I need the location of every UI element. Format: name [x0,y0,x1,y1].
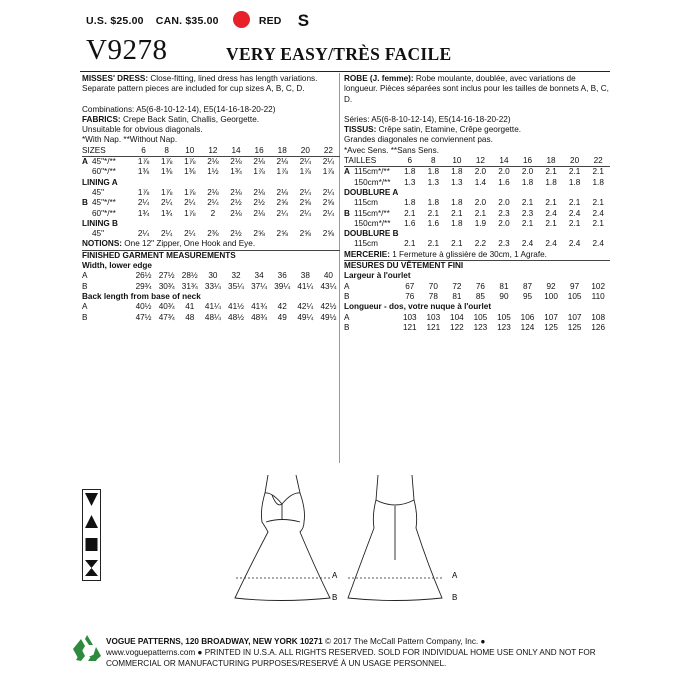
price-us: U.S. $25.00 [86,14,144,27]
yardage-table-fr [344,156,610,333]
combinations-en: Combinations: A5(6-8-10-12-14), E5(14-16-18-20-22) [82,104,276,114]
back-length-row: B 121 121 122 123 123 124 125 125 126 [344,322,606,332]
notions-row: MERCERIE: 1 Fermeture à glissière de 30cm, 1 Agrafe. [344,250,610,261]
view-b-row: 150cm*/** 1.6 1.6 1.8 1.9 2.0 2.1 2.1 2.1 2.1 [354,218,604,228]
footer-line-1: VOGUE PATTERNS, 120 BROADWAY, NEW YORK 10271 © 2017 The McCall Pattern Company, Inc. ● [106,637,486,646]
width-label: Width, lower edge [82,261,152,271]
pattern-number: V9278 [86,34,168,66]
nap-note-en: *With Nap. **Without Nap. [82,135,178,145]
yardage-table-en [82,146,340,323]
width-row: B 76 78 81 85 90 95 100 105 110 [344,291,605,301]
lining-b-label: LINING B [82,218,118,228]
lining-a-label: LINING A [82,177,118,187]
unsuitable-en: Unsuitable for obvious diagonals. [82,125,203,135]
view-b-row: 60"*/** 1¾ 1¾ 1⅞ 2 2⅛ 2⅛ 2¼ 2¼ 2¼ [92,208,335,218]
description-en: MISSES' DRESS: Close-fitting, lined dress has length variations. Separate pattern pieces are included for cup sizes A, B, C, D. [82,74,318,94]
finished-label: MESURES DU VÊTEMENT FINI [344,261,464,271]
back-length-row: B 47½ 47¾ 48 48¼ 48½ 48¾ 49 49¼ 49½ [82,312,337,322]
difficulty-label: VERY EASY/TRÈS FACILE [226,44,452,64]
lining-a-row: 45" 1⅞ 1⅞ 1⅞ 2⅛ 2⅛ 2⅛ 2⅛ 2¼ 2¼ [92,187,335,197]
lining-a-label: DOUBLURE A [344,187,399,197]
front-marker-a: A [332,571,338,580]
front-view-sketch [235,475,330,601]
price-can: CAN. $35.00 [155,14,219,27]
tissus-fr: TISSUS: Crêpe satin, Etamine, Crêpe georgette. [344,125,522,135]
color-word: RED [258,14,282,27]
nap-down-icon [85,493,98,506]
header-rule [80,71,610,72]
lining-b-row: 115cm 2.1 2.1 2.1 2.2 2.3 2.4 2.4 2.4 2.4 [354,239,604,249]
back-length-label: Longueur - dos, votre nuque à l'ourlet [344,302,492,312]
width-row: A 67 70 72 76 81 87 92 97 102 [344,281,606,291]
french-column [344,74,610,333]
view-a-row: A 45"*/** 1⅞ 1⅞ 1⅞ 2⅛ 2⅛ 2⅛ 2⅛ 2¼ 2¼ [82,157,335,167]
notions-row: NOTIONS: One 12" Zipper, One Hook and Eye. [82,239,340,250]
lining-b-row: 45" 2¼ 2¼ 2¼ 2⅜ 2½ 2⅝ 2⅝ 2⅝ 2⅝ [92,229,335,239]
back-view-sketch [348,475,442,601]
hourglass-icon [85,560,98,576]
sizes-header-row: SIZES 6 8 10 12 14 16 18 20 22 [82,146,340,157]
width-label: Largeur à l'ourlet [344,271,411,281]
width-row: A 26½ 27½ 28½ 30 32 34 36 38 40 [82,271,333,281]
series-fr: Séries: A5(6-8-10-12-14), E5(14-16-18-20-22) [344,114,511,124]
footer-line-3: COMMERCIAL OR MANUFACTURING PURPOSES/RESERVÉ À UN USAGE PERSONNEL. [106,659,447,668]
size-letter: S [297,11,310,30]
garment-sketches [220,470,470,620]
fabrics-en: FABRICS: Crepe Back Satin, Challis, Georgette. [82,114,260,124]
view-a-row: 150cm*/** 1.3 1.3 1.3 1.4 1.6 1.8 1.8 1.8 1.8 [354,177,604,187]
unsuitable-fr: Grandes diagonales ne conviennent pas. [344,135,493,145]
front-marker-b: B [332,593,338,602]
price-line [86,11,318,31]
back-length-row: A 40½ 40¾ 41 41¼ 41½ 41¾ 42 42¼ 42½ [82,302,337,312]
view-a-row: A 115cm*/** 1.8 1.8 1.8 2.0 2.0 2.0 2.1 2.1 2.1 [344,167,604,177]
view-b-row: B 45"*/** 2¼ 2¼ 2¼ 2¼ 2½ 2½ 2⅝ 2⅝ 2⅝ [82,198,335,208]
lining-a-row: 115cm 1.8 1.8 1.8 2.0 2.0 2.1 2.1 2.1 2.1 [354,198,604,208]
english-column [82,74,340,323]
view-a-row: 60"*/** 1⅜ 1⅜ 1⅜ 1½ 1¾ 1⅞ 1⅞ 1⅞ 1⅞ [92,167,335,177]
description-fr: ROBE (J. femme): Robe moulante, doublée, avec variations de longueur. Pièces séparées sont inclus pour les tailles de bonnets A, B, C, D. [344,74,609,104]
sizes-header-row: TAILLES 6 8 10 12 14 16 18 20 22 [344,156,610,167]
fabric-icons [82,489,101,581]
view-b-row: B 115cm*/** 2.1 2.1 2.1 2.1 2.3 2.3 2.4 2.4 2.4 [344,208,604,218]
red-dot-icon [233,11,250,28]
lining-b-label: DOUBLURE B [344,229,399,239]
footer-line-2: www.voguepatterns.com ● PRINTED IN U.S.A. ALL RIGHTS RESERVED. SOLD FOR INDIVIDUAL HOME USE ONLY AND NOT FOR [106,648,596,657]
back-marker-b: B [452,593,458,602]
back-marker-a: A [452,571,458,580]
width-row: B 29¾ 30¾ 31¾ 33¼ 35¼ 37¼ 39¼ 41¼ 43¼ [82,281,337,291]
square-icon [86,538,98,551]
finished-label: FINISHED GARMENT MEASUREMENTS [82,250,236,260]
back-length-row: A 103 103 104 105 105 106 107 107 108 [344,312,606,322]
back-length-label: Back length from base of neck [82,291,201,301]
nap-up-icon [85,515,98,528]
nap-note-fr: *Avec Sens. **Sans Sens. [344,145,439,155]
recycle-icon [72,634,102,662]
